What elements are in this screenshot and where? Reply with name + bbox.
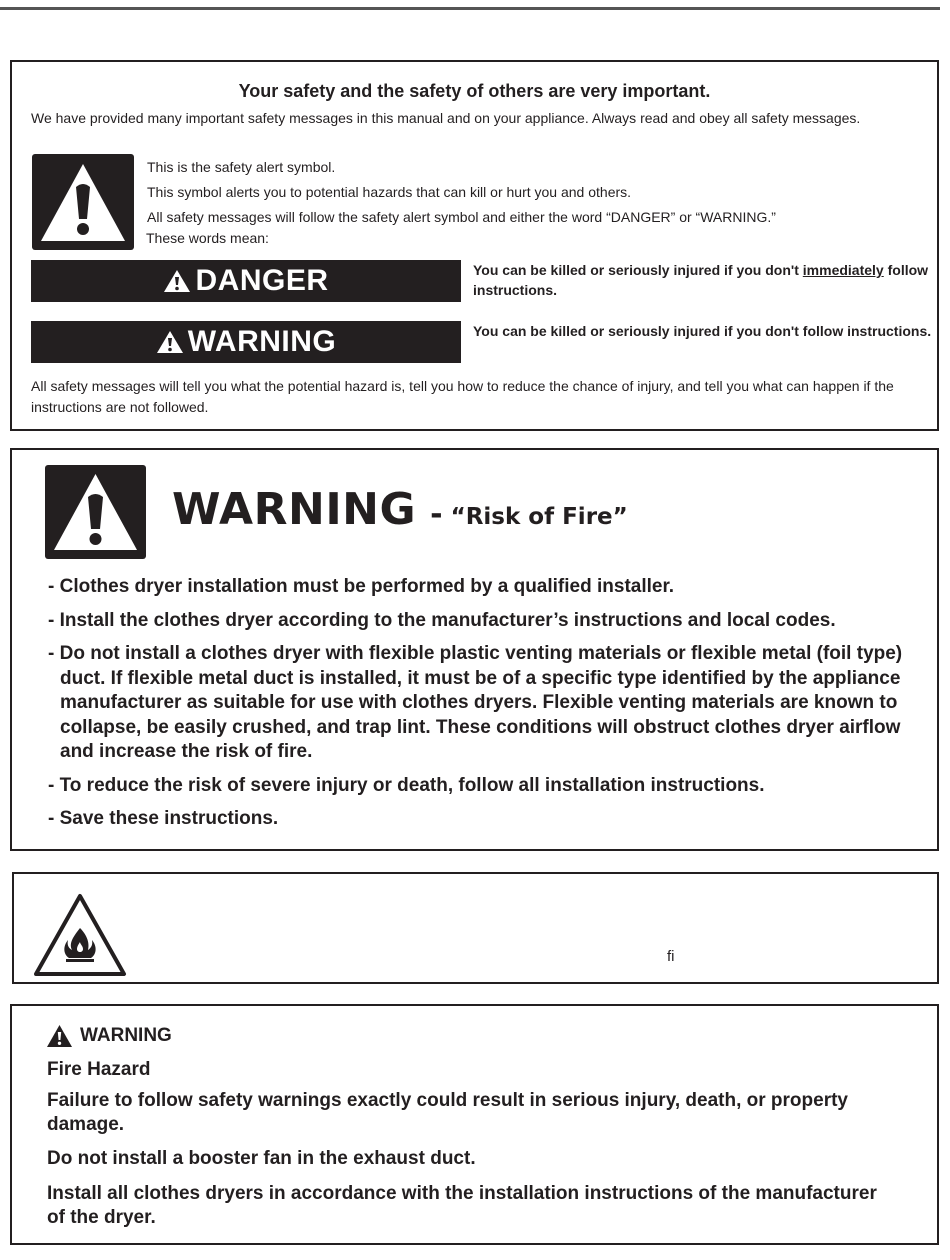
danger-banner — [31, 260, 461, 302]
words-mean-text: These words mean: — [146, 230, 269, 246]
flammable-icon — [32, 892, 128, 978]
immediately-underline: immediately — [802, 262, 884, 278]
symbol-line: This is the safety alert symbol. — [147, 159, 336, 175]
fire-hazard-warning-label: WARNING — [80, 1025, 172, 1046]
symbol-line: This symbol alerts you to potential hazards that can kill or hurt you and others. — [147, 184, 632, 200]
symbol-line: All safety messages will follow the safety alert symbol and either the word “DANGER” or “WARNING.” — [147, 209, 776, 225]
warning-title: WARNING — [172, 484, 417, 535]
fire-hazard-paragraph: Install all clothes dryers in accordance with the installation instructions of the manufacturer of the dryer. — [47, 1183, 877, 1228]
list-item: - Install the clothes dryer according to the manufacturer’s instructions and local codes. — [48, 609, 836, 631]
danger-description: You can be killed or seriously injured if you don't immediately follow instructions. — [473, 262, 929, 298]
top-rule — [0, 7, 940, 10]
alert-triangle-icon — [156, 330, 184, 354]
warning-banner — [31, 321, 461, 363]
warning-label: WARNING — [187, 325, 337, 358]
list-item: - To reduce the risk of severe injury or death, follow all installation instructions. — [48, 774, 765, 796]
fire-warning-list — [48, 575, 928, 841]
alert-triangle-icon — [163, 269, 191, 293]
list-item: - Clothes dryer installation must be performed by a qualified installer. — [48, 576, 675, 597]
danger-label: DANGER — [195, 264, 329, 297]
risk-of-fire-heading: WARNING - “Risk of Fire” — [172, 484, 628, 535]
safety-alert-icon — [44, 464, 147, 560]
flammable-text: fi — [667, 948, 675, 965]
fire-hazard-subheading: Fire Hazard — [47, 1059, 151, 1080]
list-item: - Do not install a clothes dryer with flexible plastic venting materials or flexible metal (foil type) duct. If flexible metal duct is installed, it must be of a specific type identified by the appliance manufacturer as suitable for use with clothes dryers. Flexible venting materials are known to collapse, be easily crushed, and trap lint. These conditions will obstruct clothes dryer airflow and increase the risk of fire. — [48, 643, 903, 762]
flammable-box — [12, 872, 939, 984]
warning-description: You can be killed or seriously injured if you don't follow instructions. — [473, 323, 932, 339]
safety-info-box — [10, 60, 939, 431]
fire-hazard-box — [10, 1004, 939, 1245]
fire-hazard-paragraph: Do not install a booster fan in the exhaust duct. — [47, 1148, 476, 1169]
alert-triangle-icon — [46, 1024, 73, 1048]
safety-title: Your safety and the safety of others are very important. — [238, 81, 711, 101]
list-item: - Save these instructions. — [48, 808, 279, 829]
safety-footer: All safety messages will tell you what the potential hazard is, tell you how to reduce the chance of injury, and tell you what can happen if the instructions are not followed. — [31, 378, 894, 415]
fire-hazard-warning-heading — [46, 1024, 172, 1048]
safety-alert-icon — [31, 153, 135, 251]
risk-of-fire-subtitle: “Risk of Fire” — [450, 504, 628, 530]
risk-of-fire-box — [10, 448, 939, 851]
safety-intro: We have provided many important safety messages in this manual and on your appliance. Always read and obey all safety messages. — [31, 110, 861, 126]
fire-hazard-paragraph: Failure to follow safety warnings exactly could result in serious injury, death, or property damage. — [47, 1090, 848, 1135]
